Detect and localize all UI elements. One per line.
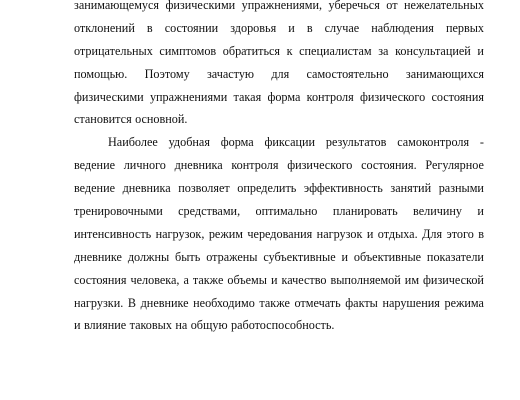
word: отдыха. — [377, 226, 418, 241]
text-line — [74, 0, 484, 17]
word: наблюдения — [371, 20, 434, 35]
word: и — [341, 249, 349, 264]
word: нагрузок, — [155, 226, 205, 241]
word: симптомов — [159, 43, 217, 58]
word: отрицательных — [74, 43, 153, 58]
word: и — [477, 204, 484, 219]
text-line — [74, 40, 484, 63]
word: помощью. — [74, 66, 128, 81]
word: дневника — [122, 181, 171, 196]
word: нагрузок — [316, 226, 363, 241]
word: физическими — [165, 0, 236, 12]
word: разными — [438, 181, 484, 196]
word: В — [127, 295, 136, 310]
word: также — [192, 272, 224, 287]
word: позволяет — [178, 181, 230, 196]
word: контроля — [231, 158, 279, 173]
text-line — [74, 154, 484, 177]
word: величину — [413, 204, 463, 219]
document-page — [74, 0, 484, 337]
word: Поэтому — [144, 66, 190, 81]
word: от — [386, 0, 398, 12]
word: физического — [360, 89, 426, 104]
word: отражены — [206, 249, 258, 264]
word: режим — [208, 226, 243, 241]
word: случае — [324, 20, 360, 35]
word: объемы — [227, 272, 267, 287]
word: в — [478, 226, 484, 241]
word: показатели — [426, 249, 484, 264]
word: человека, — [130, 272, 180, 287]
word: на — [175, 318, 188, 333]
word: состояния. — [361, 158, 417, 173]
word: должны — [127, 249, 170, 264]
word: уберечься — [328, 0, 380, 12]
word: быть — [175, 249, 201, 264]
word: самоконтроля — [397, 135, 470, 150]
text-line — [74, 292, 484, 315]
word: планировать — [332, 204, 398, 219]
word: фиксации — [264, 135, 316, 150]
word: необходимо — [193, 295, 255, 310]
word: влияние — [83, 318, 127, 333]
word: дневнике — [74, 249, 122, 264]
word: им — [404, 272, 420, 287]
word: физическими — [74, 89, 144, 104]
word: форма — [220, 135, 254, 150]
word: и — [366, 226, 374, 241]
word: ведение — [74, 181, 115, 196]
word: специалистам — [299, 43, 372, 58]
word: обратиться — [222, 43, 281, 58]
text-line — [74, 269, 484, 292]
word: занимающихся — [405, 66, 484, 81]
text-line — [74, 108, 484, 131]
text-line — [74, 314, 484, 337]
word: результатов — [325, 135, 387, 150]
word: и — [477, 43, 484, 58]
word: консультацией — [395, 43, 471, 58]
word: оптимально — [255, 204, 318, 219]
word: такая — [233, 89, 262, 104]
text-line — [74, 131, 484, 154]
word: состояния — [74, 272, 127, 287]
word: таковых — [129, 318, 172, 333]
word: за — [378, 43, 389, 58]
word: упражнениями — [149, 89, 228, 104]
word: интенсивность — [74, 226, 152, 241]
word: а — [183, 272, 189, 287]
text-line — [74, 17, 484, 40]
word: упражнениями, — [241, 0, 323, 12]
text-line — [74, 63, 484, 86]
word: общую — [190, 318, 228, 333]
word: субъективные — [263, 249, 336, 264]
word: становится — [74, 112, 132, 127]
word: ведение — [74, 158, 115, 173]
word: качество — [281, 272, 327, 287]
word: выполняемой — [330, 272, 401, 287]
word: работоспособность. — [230, 318, 335, 333]
word: физического — [287, 158, 353, 173]
word: факты — [345, 295, 378, 310]
word: удобная — [168, 135, 210, 150]
paragraph-2 — [74, 131, 484, 337]
text-line — [74, 246, 484, 269]
word: определить — [237, 181, 297, 196]
word: тренировочными — [74, 204, 163, 219]
word: нежелательных — [404, 0, 484, 12]
word: Регулярное — [425, 158, 484, 173]
word: здоровья — [230, 20, 277, 35]
word: и — [288, 20, 295, 35]
word: - — [479, 135, 484, 150]
word: дневнике — [140, 295, 189, 310]
word: объективные — [353, 249, 422, 264]
word: нарушения — [382, 295, 440, 310]
word: физической — [423, 272, 484, 287]
word: личного — [123, 158, 166, 173]
word: нагрузки. — [74, 295, 124, 310]
word: самостоятельно — [306, 66, 389, 81]
word: Для — [422, 226, 443, 241]
text-line — [74, 200, 484, 223]
word: первых — [445, 20, 484, 35]
text-line — [74, 177, 484, 200]
word: Наиболее — [108, 135, 158, 150]
word: в — [306, 20, 313, 35]
word: отклонений — [74, 20, 135, 35]
word: состоянии — [164, 20, 219, 35]
text-line — [74, 223, 484, 246]
word: контроля — [306, 89, 354, 104]
word: форма — [267, 89, 301, 104]
word: средствами, — [178, 204, 241, 219]
word: зачастую — [206, 66, 255, 81]
paragraph-1 — [74, 0, 484, 131]
word: дневника — [174, 158, 223, 173]
word: состояния — [431, 89, 484, 104]
word: к — [286, 43, 293, 58]
word: для — [271, 66, 290, 81]
word: в — [146, 20, 153, 35]
word: также — [259, 295, 290, 310]
word: эффективность — [303, 181, 383, 196]
word: основной. — [135, 112, 188, 127]
word: занимающемуся — [74, 0, 160, 12]
word: занятий — [390, 181, 432, 196]
word: и — [74, 318, 81, 333]
word: отмечать — [294, 295, 341, 310]
text-line — [74, 86, 484, 109]
word: и — [270, 272, 278, 287]
word: режима — [444, 295, 484, 310]
word: этого — [446, 226, 474, 241]
word: чередования — [247, 226, 313, 241]
